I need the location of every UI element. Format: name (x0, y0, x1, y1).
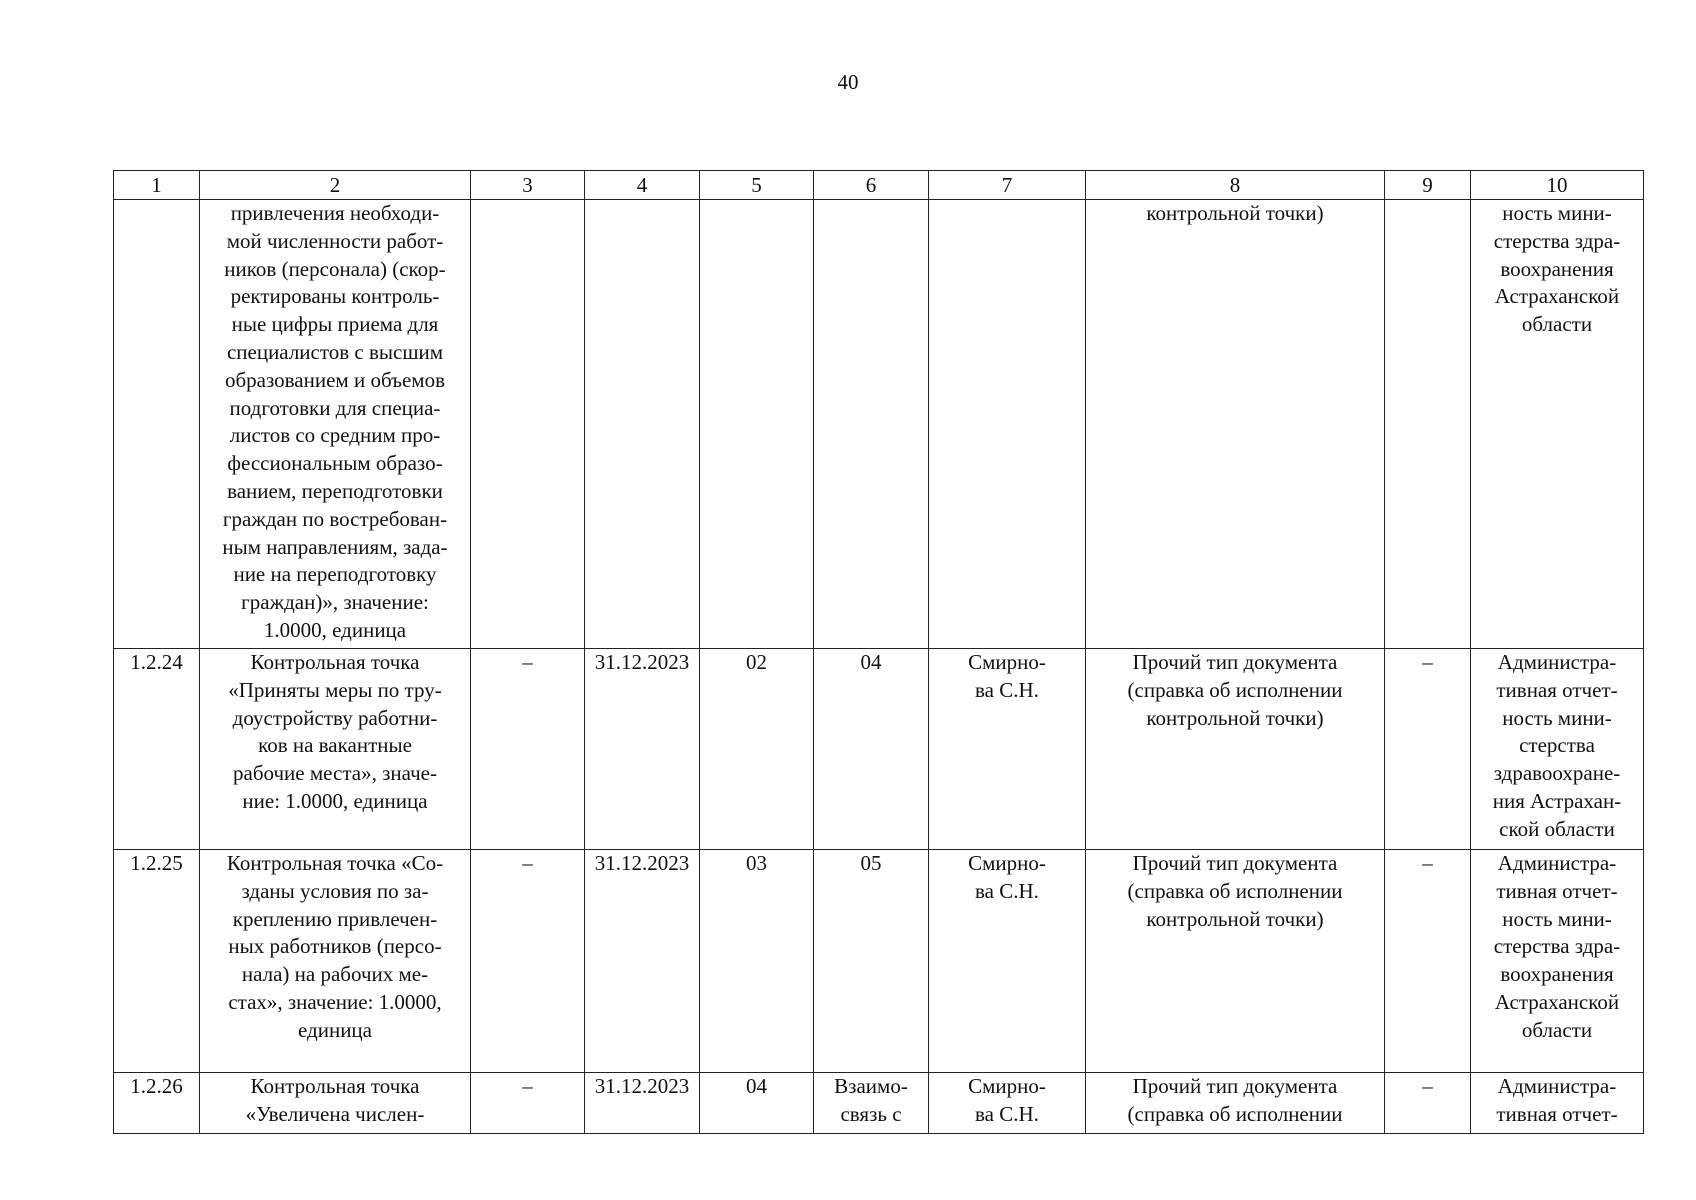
row-number (114, 200, 200, 649)
column-header: 2 (200, 171, 471, 200)
cell-document-type: контрольной точки) (1086, 200, 1385, 649)
cell-responsible: Смирно- ва С.Н. (929, 1073, 1086, 1134)
column-header: 3 (471, 171, 585, 200)
cell-col6: 04 (814, 649, 929, 850)
cell-date: 31.12.2023 (585, 850, 700, 1073)
cell-col9: – (1385, 649, 1471, 850)
row-description: Контрольная точка «Увеличена числен- (200, 1073, 471, 1134)
cell-col5 (700, 200, 814, 649)
row-number: 1.2.24 (114, 649, 200, 850)
cell-col9: – (1385, 1073, 1471, 1134)
cell-col6: 05 (814, 850, 929, 1073)
cell-col5: 02 (700, 649, 814, 850)
cell-source: ность мини- стерства здра- воохранения Астраханской области (1471, 200, 1644, 649)
cell-col6 (814, 200, 929, 649)
cell-col5: 04 (700, 1073, 814, 1134)
column-header: 5 (700, 171, 814, 200)
column-header: 9 (1385, 171, 1471, 200)
cell-col3: – (471, 1073, 585, 1134)
page-number: 40 (837, 70, 859, 94)
column-header: 1 (114, 171, 200, 200)
row-number: 1.2.25 (114, 850, 200, 1073)
cell-date (585, 200, 700, 649)
cell-document-type: Прочий тип документа (справка об исполнении (1086, 1073, 1385, 1134)
column-header: 4 (585, 171, 700, 200)
cell-responsible (929, 200, 1086, 649)
cell-source: Администра- тивная отчет- ность мини- стерства здра- воохранения Астраханской области (1471, 850, 1644, 1073)
column-header: 7 (929, 171, 1086, 200)
cell-source: Администра- тивная отчет- ность мини- стерства здравоохране- ния Астрахан- ской области (1471, 649, 1644, 850)
cell-col9: – (1385, 850, 1471, 1073)
control-points-table (113, 170, 1644, 1134)
column-header: 10 (1471, 171, 1644, 200)
row-description: Контрольная точка «Со- зданы условия по за- креплению привлечен- ных работников (персо- нала) на рабочих ме- стах», значение: 1.0000, единица (200, 850, 471, 1073)
table-row (114, 649, 1644, 850)
table-row (114, 200, 1644, 649)
column-header: 8 (1086, 171, 1385, 200)
cell-col6: Взаимо- связь с (814, 1073, 929, 1134)
row-number: 1.2.26 (114, 1073, 200, 1134)
row-description: привлечения необходи- мой численности работ- ников (персонала) (скор- ректированы контроль- ные цифры приема для специалистов с высшим образованием и объемов подготовки для специа- листов со средним про- фессиональным образо- ванием, переподготовки граждан по востребован- ным направлениям, зада- ние на переподготовку граждан)», значение: 1.0000, единица (200, 200, 471, 649)
cell-document-type: Прочий тип документа (справка об исполнении контрольной точки) (1086, 850, 1385, 1073)
cell-date: 31.12.2023 (585, 1073, 700, 1134)
row-description: Контрольная точка «Приняты меры по тру- доустройству работни- ков на вакантные рабочие места», значе- ние: 1.0000, единица (200, 649, 471, 850)
column-header: 6 (814, 171, 929, 200)
cell-col9 (1385, 200, 1471, 649)
table-row (114, 1073, 1644, 1134)
cell-col5: 03 (700, 850, 814, 1073)
cell-document-type: Прочий тип документа (справка об исполнении контрольной точки) (1086, 649, 1385, 850)
cell-col3 (471, 200, 585, 649)
cell-source: Администра- тивная отчет- (1471, 1073, 1644, 1134)
table-row (114, 850, 1644, 1073)
cell-responsible: Смирно- ва С.Н. (929, 649, 1086, 850)
header-row (114, 171, 1644, 200)
cell-col3: – (471, 649, 585, 850)
cell-col3: – (471, 850, 585, 1073)
cell-responsible: Смирно- ва С.Н. (929, 850, 1086, 1073)
cell-date: 31.12.2023 (585, 649, 700, 850)
